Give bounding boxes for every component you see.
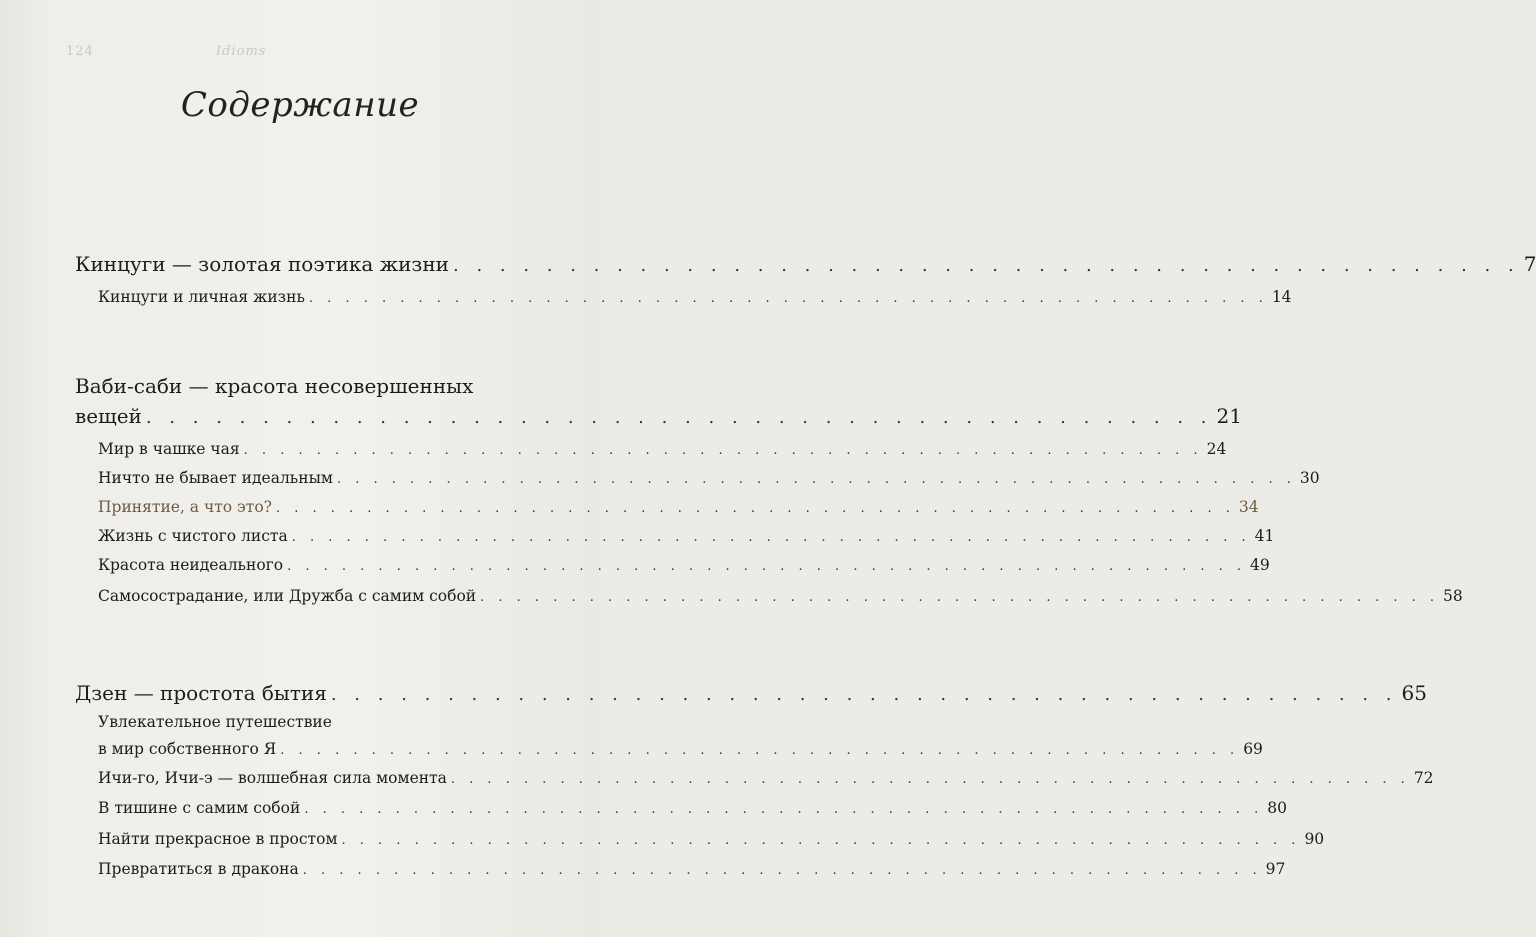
section-title: В тишине с самим собой: [98, 799, 301, 817]
section-page-number: 90: [1304, 830, 1325, 848]
section-page-number: 24: [1206, 440, 1227, 458]
section-page-number: 97: [1265, 860, 1286, 878]
section-title: Ничто не бывает идеальным: [98, 469, 333, 487]
leader-dots: . . . . . . . . . . . . . . . . . . . . . . . . . . . . . . . . . . . . . . . . . . . . . . . . . . . . .: [275, 501, 1235, 516]
leader-dots: . . . . . . . . . . . . . . . . . . . . . . . . . . . . . . . . . . . . . . . . . . . . . . . . . . . . .: [243, 443, 1203, 458]
section-page-number: 30: [1299, 469, 1320, 487]
toc-chapter-kintsugi[interactable]: [75, 252, 1536, 276]
section-title: Самосострадание, или Дружба с самим собой: [98, 587, 477, 605]
section-title: Превратиться в дракона: [98, 860, 299, 878]
section-title: Кинцуги и личная жизнь: [98, 288, 305, 306]
leader-dots: . . . . . . . . . . . . . . . . . . . . . . . . . . . . . . . . . . . . . . . . . . . . . . . . . . . . .: [304, 802, 1264, 817]
toc-section-row[interactable]: [98, 860, 1286, 878]
section-title: Принятие, а что это?: [98, 498, 272, 516]
section-title: Красота неидеального: [98, 556, 284, 574]
section-page-number: 72: [1413, 769, 1434, 787]
section-title-line1[interactable]: Увлекательное путешествие: [98, 713, 332, 731]
section-title: Мир в чашке чая: [98, 440, 240, 458]
section-title-line2: в мир собственного Я: [98, 740, 277, 758]
toc-section-row[interactable]: [98, 830, 1325, 848]
section-title: Найти прекрасное в простом: [98, 830, 338, 848]
leader-dots: . . . . . . . . . . . . . . . . . . . . . . . . . . . . . . . . . . . . . . . . . . . . . . . . . . . . .: [341, 833, 1301, 848]
running-head-page-number: 124: [66, 44, 94, 59]
toc-chapter-zen[interactable]: [75, 681, 1427, 705]
toc-section-row[interactable]: [98, 527, 1275, 545]
chapter-page-number: 65: [1401, 681, 1427, 705]
toc-section-row[interactable]: [98, 769, 1434, 787]
leader-dots: . . . . . . . . . . . . . . . . . . . . . . . . . . . . . . . . . . . . . . . . . . . . . . . . . . . . .: [287, 559, 1247, 574]
leader-dots: . . . . . . . . . . . . . . . . . . . . . . . . . . . . . . . . . . . . . . . . . . . . . . . . . . . . .: [450, 772, 1410, 787]
section-page-number: 14: [1271, 288, 1292, 306]
toc-chapter-wabi-sabi[interactable]: [75, 404, 1242, 428]
toc-section-row[interactable]: [98, 587, 1463, 605]
leader-dots: . . . . . . . . . . . . . . . . . . . . . . . . . . . . . . . . . . . . . . . . . . . . . .: [330, 684, 1398, 705]
leader-dots: . . . . . . . . . . . . . . . . . . . . . . . . . . . . . . . . . . . . . . . . . . . . . .: [145, 407, 1213, 428]
chapter-title-line2: вещей: [75, 404, 142, 428]
leader-dots: . . . . . . . . . . . . . . . . . . . . . . . . . . . . . . . . . . . . . . . . . . . . . . . . . . . . .: [336, 472, 1296, 487]
toc-section-row[interactable]: [98, 469, 1320, 487]
section-page-number: 69: [1243, 740, 1263, 758]
toc-section-row[interactable]: [98, 799, 1287, 817]
leader-dots: . . . . . . . . . . . . . . . . . . . . . . . . . . . . . . . . . . . . . . . . . . . . . . . . . . . . .: [280, 743, 1240, 758]
leader-dots: . . . . . . . . . . . . . . . . . . . . . . . . . . . . . . . . . . . . . . . . . . . . . . . . . . . . .: [291, 530, 1251, 545]
section-title: Жизнь с чистого листа: [98, 527, 288, 545]
toc-section-row[interactable]: [98, 498, 1259, 516]
section-page-number: 34: [1238, 498, 1259, 516]
chapter-title-line1[interactable]: Ваби-саби — красота несовершенных: [75, 374, 474, 398]
section-page-number: 41: [1254, 527, 1275, 545]
chapter-title: Дзен — простота бытия: [75, 681, 327, 705]
leader-dots: . . . . . . . . . . . . . . . . . . . . . . . . . . . . . . . . . . . . . . . . . . . . . .: [453, 255, 1520, 276]
section-page-number: 80: [1267, 799, 1287, 817]
toc-section-row[interactable]: [98, 556, 1270, 574]
section-page-number: 58: [1443, 587, 1463, 605]
section-page-number: 49: [1250, 556, 1270, 574]
chapter-page-number: 7: [1523, 252, 1536, 276]
leader-dots: . . . . . . . . . . . . . . . . . . . . . . . . . . . . . . . . . . . . . . . . . . . . . . . . . . . . .: [302, 863, 1262, 878]
chapter-page-number: 21: [1216, 404, 1242, 428]
running-head-title: Idioms: [216, 44, 267, 59]
chapter-title: Кинцуги — золотая поэтика жизни: [75, 252, 449, 276]
toc-title: Содержание: [180, 85, 420, 125]
toc-section-row[interactable]: [98, 440, 1227, 458]
toc-section-row[interactable]: [98, 740, 1263, 758]
leader-dots: . . . . . . . . . . . . . . . . . . . . . . . . . . . . . . . . . . . . . . . . . . . . . . . . . . . . .: [480, 590, 1440, 605]
section-title: Ичи-го, Ичи-э — волшебная сила момента: [98, 769, 447, 787]
toc-section-row[interactable]: [98, 288, 1292, 306]
leader-dots: . . . . . . . . . . . . . . . . . . . . . . . . . . . . . . . . . . . . . . . . . . . . . . . . . . . . .: [308, 291, 1268, 306]
